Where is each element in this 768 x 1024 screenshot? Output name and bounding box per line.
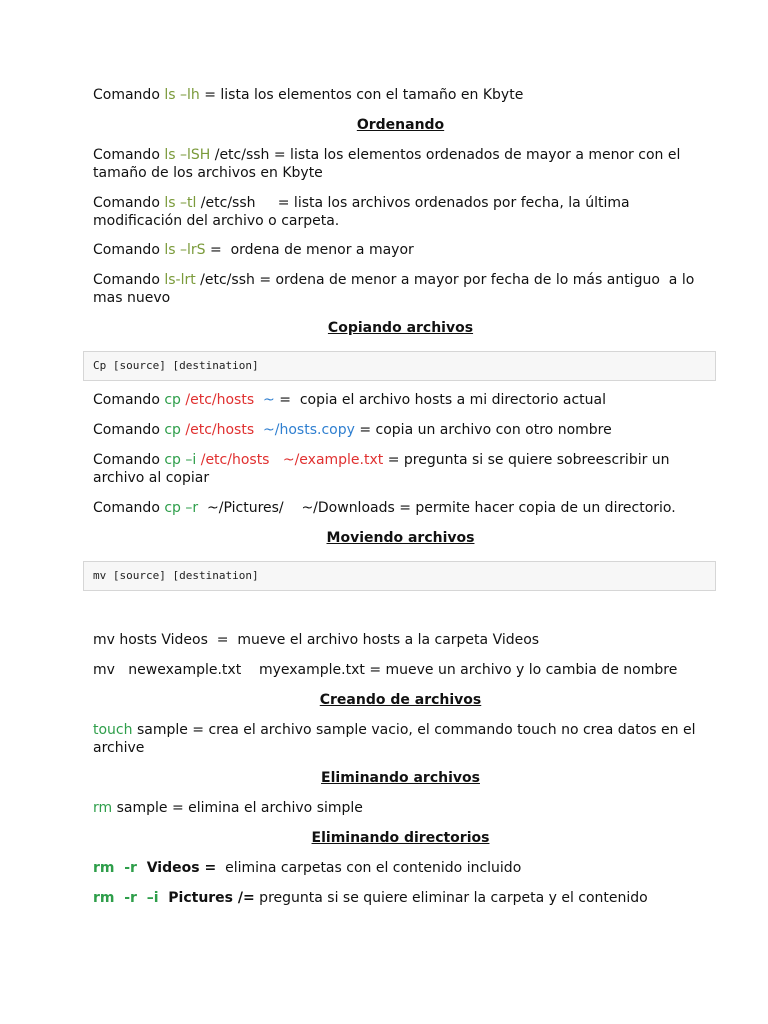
line-touch	[93, 721, 718, 739]
line-ls-tl	[93, 194, 718, 212]
line-ls-lsh-cont: tamaño de los archivos en Kbyte	[93, 165, 323, 181]
text: elimina carpetas con el contenido incluido	[216, 860, 522, 876]
heading-creando: Creando de archivos	[319, 692, 482, 708]
command: cp	[164, 422, 181, 438]
line-ls-lrs	[93, 241, 718, 259]
line-rm	[93, 799, 718, 817]
text: = copia un archivo con otro nombre	[354, 422, 612, 438]
text: Comando	[93, 87, 165, 103]
text: Comando	[93, 392, 165, 408]
code-block-mv	[83, 561, 716, 591]
source-path: /etc/hosts	[180, 392, 259, 408]
command: ls –lrS	[164, 242, 206, 258]
text: sample = elimina el archivo simple	[112, 800, 363, 816]
line-cp-hosts-copy	[93, 421, 718, 439]
command: ls –lSH	[164, 147, 211, 163]
code-text: Cp [source] [destination]	[93, 359, 259, 372]
text: = lista los elementos con el tamaño en Kbyte	[199, 87, 524, 103]
line-cp-r	[93, 499, 718, 517]
line-ls-lsh	[93, 146, 718, 164]
line-ls-lrt	[93, 271, 718, 289]
line-rm-r-i	[93, 889, 718, 907]
dest-path: ~	[258, 392, 275, 408]
code-text: mv [source] [destination]	[93, 569, 259, 582]
command: rm -r –i	[93, 890, 159, 906]
text: = pregunta si se quiere sobreescribir un	[383, 452, 670, 468]
text: Comando	[93, 195, 165, 211]
text: Comando	[93, 242, 165, 258]
line-ls-lh	[93, 86, 718, 104]
heading-eliminando-directorios: Eliminando directorios	[311, 830, 490, 846]
command: touch	[93, 722, 133, 738]
source-path: /etc/hosts	[180, 422, 259, 438]
command: ls –lh	[164, 87, 200, 103]
command: ls –tl	[164, 195, 197, 211]
text: /etc/ssh = lista los archivos ordenados por fecha, la última	[196, 195, 630, 211]
text: Comando	[93, 147, 165, 163]
dest-path: ~/hosts.copy	[258, 422, 355, 438]
heading-moviendo: Moviendo archivos	[326, 530, 475, 546]
text: Comando	[93, 422, 165, 438]
argument: Videos =	[136, 860, 217, 876]
heading-copiando: Copiando archivos	[327, 320, 474, 336]
command: rm	[93, 800, 113, 816]
line-cp-i	[93, 451, 718, 469]
command: cp –i	[164, 452, 197, 468]
text: = copia el archivo hosts a mi directorio actual	[274, 392, 607, 408]
text: ~/Pictures/ ~/Downloads = permite hacer copia de un directorio.	[198, 500, 676, 516]
argument: Pictures /=	[158, 890, 255, 906]
text: Comando	[93, 500, 165, 516]
code-block-cp	[83, 351, 716, 381]
text: Comando	[93, 272, 165, 288]
line-mv-hosts: mv hosts Videos = mueve el archivo hosts a la carpeta Videos	[93, 632, 540, 648]
command: cp –r	[164, 500, 199, 516]
line-ls-lrt-cont: mas nuevo	[93, 290, 171, 306]
source-path: /etc/hosts	[196, 452, 274, 468]
heading-ordenando: Ordenando	[356, 117, 445, 133]
command: cp	[164, 392, 181, 408]
line-cp-i-cont: archivo al copiar	[93, 470, 210, 486]
line-touch-cont: archive	[93, 740, 145, 756]
line-mv-rename: mv newexample.txt myexample.txt = mueve un archivo y lo cambia de nombre	[93, 662, 678, 678]
line-rm-r	[93, 859, 718, 877]
line-cp-hosts	[93, 391, 718, 409]
line-ls-tl-cont: modificación del archivo o carpeta.	[93, 213, 340, 229]
text: = ordena de menor a mayor	[205, 242, 414, 258]
text: /etc/ssh = ordena de menor a mayor por fecha de lo más antiguo a lo	[195, 272, 695, 288]
text: sample = crea el archivo sample vacio, el commando touch no crea datos en el	[132, 722, 696, 738]
command: rm -r	[93, 860, 137, 876]
text: /etc/ssh = lista los elementos ordenados de mayor a menor con el	[210, 147, 681, 163]
command: ls-lrt	[164, 272, 196, 288]
text: pregunta si se quiere eliminar la carpeta y el contenido	[254, 890, 648, 906]
text: Comando	[93, 452, 165, 468]
dest-path: ~/example.txt	[273, 452, 384, 468]
heading-eliminando-archivos: Eliminando archivos	[321, 770, 480, 786]
